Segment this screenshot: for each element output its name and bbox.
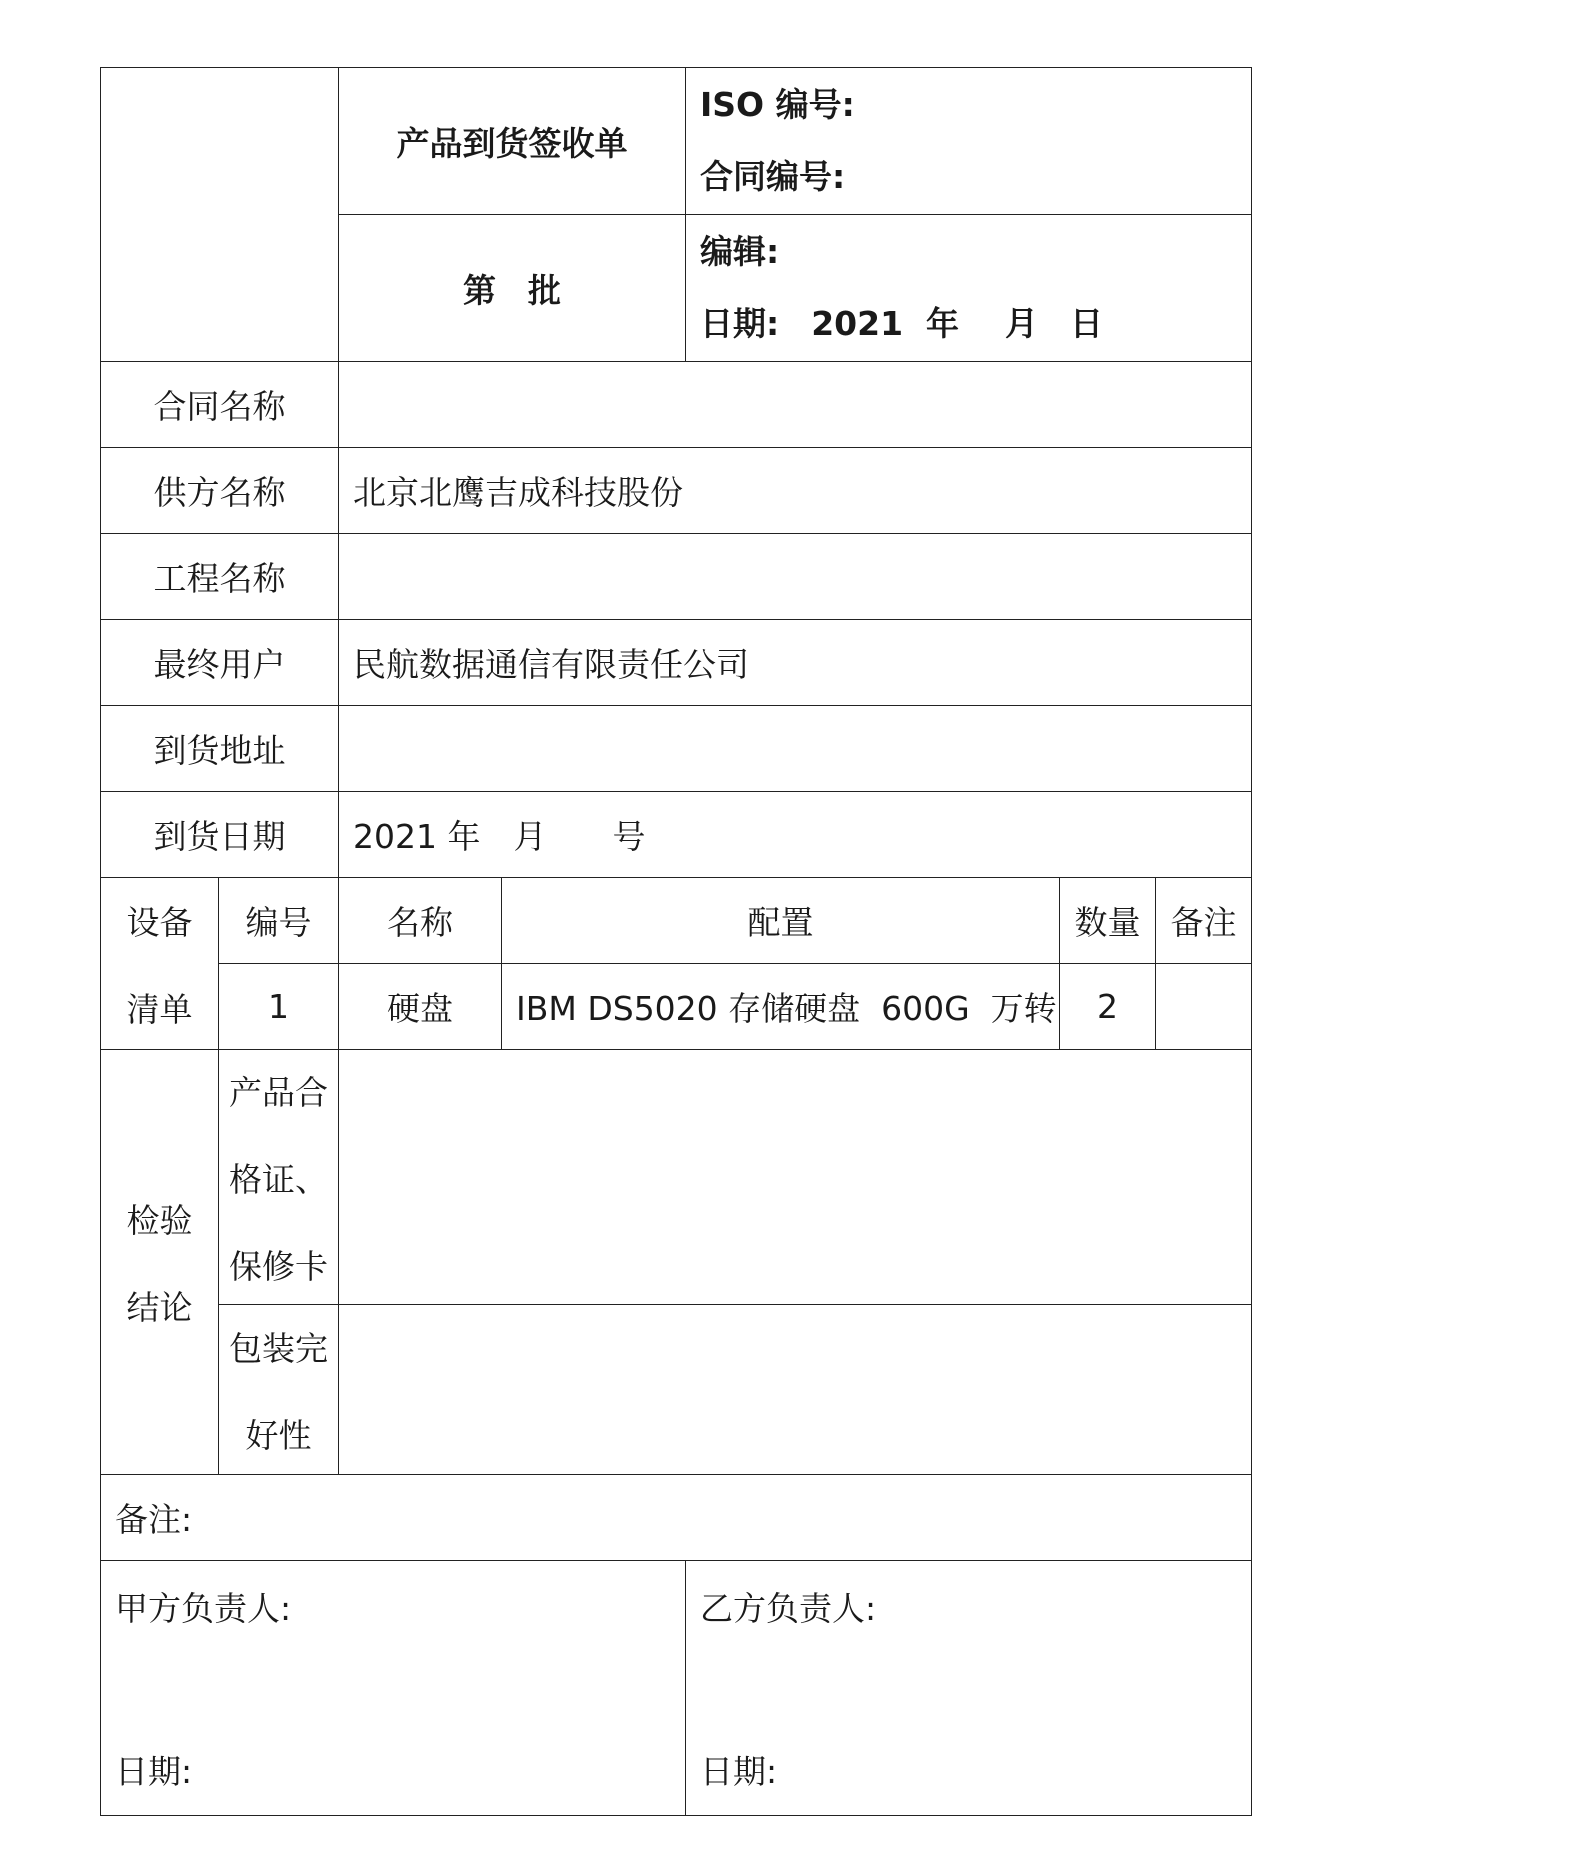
party-a-date-label: 日期: <box>115 1752 193 1791</box>
remarks-row <box>101 1475 1252 1561</box>
row-name: 硬盘 <box>339 964 502 1050</box>
header-date-year: 2021 <box>811 304 904 343</box>
field-label-project-name: 工程名称 <box>101 534 339 620</box>
party-b-signature-cell[interactable] <box>686 1561 1252 1816</box>
party-b-date-label: 日期: <box>700 1752 778 1791</box>
editor-date-info <box>686 215 1252 362</box>
batch-cell <box>339 215 686 362</box>
header-date-year-unit: 年 <box>926 304 960 343</box>
inspection-side-label-1: 检验 <box>126 1201 193 1240</box>
header-date <box>700 288 1251 360</box>
signature-row <box>101 1561 1252 1816</box>
header-date-day-unit: 日 <box>1070 304 1104 343</box>
party-b-label: 乙方负责人: <box>700 1589 877 1628</box>
field-row <box>101 620 1252 706</box>
inspection-row-packaging <box>101 1305 1252 1475</box>
editor-label: 编辑: <box>700 232 780 271</box>
field-value-supplier-name[interactable]: 北京北鹰吉成科技股份 <box>339 448 1252 534</box>
table-row <box>101 964 1252 1050</box>
field-label-end-user: 最终用户 <box>101 620 339 706</box>
inspection-item-certificate-line2: 格证、 <box>229 1159 328 1199</box>
batch-prefix: 第 <box>463 270 496 310</box>
party-a-label: 甲方负责人: <box>115 1589 292 1628</box>
field-label-contract-name: 合同名称 <box>101 362 339 448</box>
receipt-form <box>100 67 1252 1816</box>
field-value-project-name[interactable] <box>339 534 1252 620</box>
row-quantity: 2 <box>1060 964 1156 1050</box>
header-date-month-unit: 月 <box>1005 304 1039 343</box>
field-row <box>101 792 1252 878</box>
inspection-item-certificate-line3: 保修卡 <box>229 1246 328 1286</box>
equipment-side-label-1: 设备 <box>126 902 193 942</box>
inspection-value-packaging[interactable] <box>339 1305 1252 1475</box>
row-config: IBM DS5020 存储硬盘 600G 万转 <box>502 964 1060 1050</box>
field-row <box>101 706 1252 792</box>
field-value-delivery-address[interactable] <box>339 706 1252 792</box>
field-value-delivery-date[interactable]: 2021 年 月 号 <box>339 792 1252 878</box>
col-header-quantity: 数量 <box>1060 878 1156 964</box>
logo-area <box>101 68 339 362</box>
inspection-side-label <box>101 1050 219 1475</box>
party-a-signature-cell[interactable] <box>101 1561 686 1816</box>
col-header-config: 配置 <box>502 878 1060 964</box>
field-label-delivery-address: 到货地址 <box>101 706 339 792</box>
header-date-label: 日期: <box>700 304 780 343</box>
inspection-item-certificate-line1: 产品合 <box>229 1072 328 1112</box>
inspection-side-label-2: 结论 <box>126 1288 193 1327</box>
equipment-side-label-2: 清单 <box>126 989 193 1029</box>
row-remark[interactable] <box>1156 964 1252 1050</box>
contract-number-label: 合同编号: <box>700 157 846 196</box>
field-label-delivery-date: 到货日期 <box>101 792 339 878</box>
form-title: 产品到货签收单 <box>339 68 686 215</box>
inspection-item-certificate <box>219 1050 339 1305</box>
batch-suffix: 批 <box>528 270 561 310</box>
inspection-item-packaging <box>219 1305 339 1475</box>
inspection-value-certificate[interactable] <box>339 1050 1252 1305</box>
remarks-label[interactable]: 备注: <box>101 1475 1252 1561</box>
row-number: 1 <box>219 964 339 1050</box>
inspection-item-packaging-line2: 好性 <box>245 1415 312 1455</box>
field-label-supplier-name: 供方名称 <box>101 448 339 534</box>
field-value-contract-name[interactable] <box>339 362 1252 448</box>
iso-contract-info <box>686 68 1252 215</box>
equipment-side-label <box>101 878 219 1050</box>
field-row <box>101 448 1252 534</box>
inspection-item-packaging-line1: 包装完 <box>229 1328 328 1368</box>
inspection-row-certificate <box>101 1050 1252 1305</box>
field-value-end-user[interactable]: 民航数据通信有限责任公司 <box>339 620 1252 706</box>
col-header-name: 名称 <box>339 878 502 964</box>
iso-number-label: ISO 编号: <box>700 85 855 124</box>
field-row <box>101 534 1252 620</box>
equipment-header-row <box>101 878 1252 964</box>
col-header-number: 编号 <box>219 878 339 964</box>
col-header-remark: 备注 <box>1156 878 1252 964</box>
field-row <box>101 362 1252 448</box>
